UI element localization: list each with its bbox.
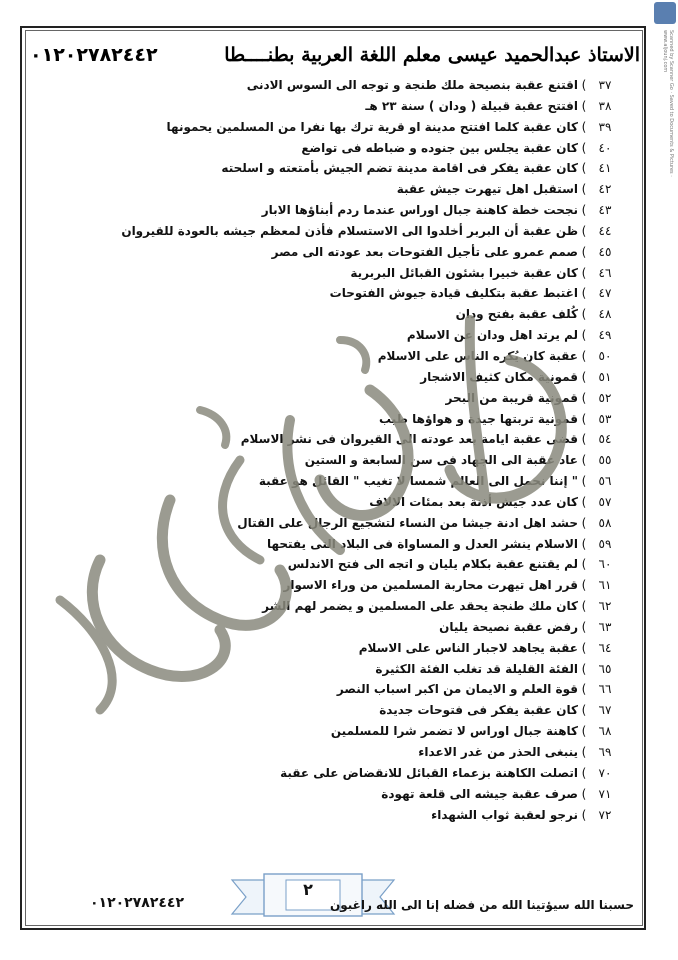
item-text: قمونية مكان كثيف الاشجار	[420, 369, 578, 384]
item-text: كان عقبة خبيرا بشئون القبائل البربرية	[350, 265, 578, 280]
item-paren: )	[581, 807, 587, 822]
item-text: كان ملك طنجة يحقد على المسلمين و يضمر لهم الشر	[262, 599, 578, 614]
item-paren: )	[581, 682, 587, 697]
item-number: ٤٨	[598, 307, 612, 322]
list-item	[60, 659, 620, 680]
list-item	[60, 367, 620, 388]
item-paren: )	[581, 765, 587, 780]
item-text: عقبة يجاهد لاجبار الناس على الاسلام	[358, 640, 578, 655]
list-item	[60, 263, 620, 284]
list-item	[60, 596, 620, 617]
page-number: ٢	[303, 880, 313, 899]
list-item	[60, 283, 620, 304]
list-item	[60, 742, 620, 763]
list-item	[60, 388, 620, 409]
teacher-title: الاستاذ عبدالحميد عيسى معلم اللغة العربية بطنــــطا	[224, 44, 640, 66]
item-number: ٥٦	[598, 474, 612, 489]
item-paren: )	[581, 286, 587, 301]
item-text: اغتبط عقبة بتكليف قيادة جيوش الفتوحات	[329, 286, 578, 301]
item-paren: )	[581, 390, 587, 405]
item-paren: )	[581, 724, 587, 739]
item-paren: )	[581, 223, 587, 238]
item-number: ٦٧	[598, 703, 612, 718]
item-paren: )	[581, 78, 587, 92]
item-number: ٦٤	[598, 640, 612, 655]
item-number: ٤٣	[598, 203, 612, 218]
item-text: عاد عقبة الى الجهاد فى سن السابعة و الستين	[304, 453, 578, 468]
footer-quote: حسبنا الله سيؤتينا الله من فضله إنا الى الله راغبون	[329, 898, 634, 912]
list-item	[60, 200, 620, 221]
item-paren: )	[581, 203, 587, 218]
item-text: كان عدد جيش أذنة بعد بمئات الالاف	[369, 494, 578, 509]
item-text: اقتنع عقبة بنصيحة ملك طنجة و توجه الى السوس الادنى	[246, 78, 578, 92]
list-item	[60, 763, 620, 784]
list-item	[60, 429, 620, 450]
item-text: كان عقبة يفكر فى اقامة مدينة تضم الجيش بأمتعته و اسلحته	[221, 161, 578, 176]
item-number: ٥٧	[598, 494, 612, 509]
item-text: قضى عقبة ايامة بعد عودته الى القيروان فى نشر الاسلام	[240, 432, 578, 447]
item-number: ٤٢	[598, 182, 612, 197]
item-number: ٤٦	[598, 265, 612, 280]
item-paren: )	[581, 745, 587, 759]
item-paren: )	[581, 515, 587, 530]
list-item	[60, 638, 620, 659]
item-paren: )	[581, 536, 587, 551]
item-number: ٤٠	[598, 140, 612, 155]
item-text: ظن عقبة أن البربر أخلدوا الى الاستسلام فأذن لمعظم جيشه بالعودة للقيروان	[121, 223, 578, 238]
item-paren: )	[581, 411, 587, 426]
item-paren: )	[581, 328, 587, 343]
item-paren: )	[581, 640, 587, 655]
item-paren: )	[581, 557, 587, 572]
item-text: استقبل اهل تيهرت جيش عقبة	[396, 182, 578, 197]
list-item	[60, 575, 620, 596]
item-number: ٥١	[598, 369, 612, 384]
list-item	[60, 554, 620, 575]
item-paren: )	[581, 703, 587, 718]
item-number: ٤١	[598, 161, 612, 176]
item-text: لم يقتنع عقبة بكلام يليان و اتجه الى فتح الاندلس	[287, 557, 578, 572]
item-number: ٦٩	[598, 745, 612, 759]
footer-phone-number: ٠١٢٠٢٧٨٢٤٤٢	[90, 895, 184, 911]
item-number: ٤٧	[598, 286, 612, 301]
scanner-side-text: Scanned by Scanner Go · Saved to Documents & Pictures · www.aljounj.com	[662, 30, 674, 177]
item-text: كان عقبة كلما افتتح مدينة او قرية ترك بها نفرا من المسلمين يحمونها	[166, 119, 578, 134]
item-text: صرف عقبة جيشه الى قلعة تهودة	[381, 786, 578, 801]
item-paren: )	[581, 578, 587, 593]
item-number: ٦٢	[598, 599, 612, 614]
list-item	[60, 784, 620, 805]
list-item	[60, 179, 620, 200]
item-paren: )	[581, 140, 587, 155]
list-item	[60, 96, 620, 117]
scanner-side-strip	[652, 0, 678, 960]
item-number: ٣٧	[598, 78, 612, 92]
list-item	[60, 221, 620, 242]
item-text: " إننا نحمل الى العالم شمسا لا تغيب " القائل هو عقبة	[258, 474, 578, 489]
item-paren: )	[581, 98, 587, 113]
item-paren: )	[581, 244, 587, 259]
list-item	[60, 304, 620, 325]
item-paren: )	[581, 661, 587, 676]
item-number: ٦٦	[598, 682, 612, 697]
item-text: لم يرتد اهل ودان عن الاسلام	[406, 328, 578, 343]
item-number: ٧٢	[598, 807, 612, 822]
item-number: ٤٤	[598, 223, 612, 238]
item-paren: )	[581, 432, 587, 447]
scanner-logo-icon	[654, 2, 676, 24]
item-paren: )	[581, 182, 587, 197]
item-number: ٣٨	[598, 98, 612, 113]
item-paren: )	[581, 119, 587, 134]
item-text: قوة العلم و الايمان من اكبر اسباب النصر	[336, 682, 578, 697]
list-item	[60, 534, 620, 555]
item-number: ٦٨	[598, 724, 612, 739]
item-text: افتتح عقبة قبيلة ( ودان ) سنة ٢٣ هـ	[365, 98, 578, 113]
item-number: ٤٩	[598, 328, 612, 343]
item-text: كان عقبة يفكر فى فتوحات جديدة	[379, 703, 578, 718]
item-paren: )	[581, 369, 587, 384]
item-number: ٦٠	[598, 557, 612, 572]
item-number: ٥٨	[598, 515, 612, 530]
list-item	[60, 617, 620, 638]
list-item	[60, 158, 620, 179]
item-text: نجحت خطة كاهنة جبال اوراس عندما ردم أبناؤها الابار	[261, 203, 578, 218]
item-number: ٧١	[598, 786, 612, 801]
item-text: اتصلت الكاهنة بزعماء القبائل للانقضاض على عقبة	[280, 765, 578, 780]
item-text: صمم عمرو على تأجيل الفتوحات بعد عودته الى مصر	[271, 244, 578, 259]
page-header	[30, 40, 640, 70]
list-item	[60, 450, 620, 471]
item-text: قرر اهل تيهرت محاربة المسلمين من وراء الاسوار	[283, 578, 578, 593]
list-item	[60, 242, 620, 263]
list-item	[60, 75, 620, 96]
item-text: الفئة القليلة قد تغلب الفئة الكثيرة	[375, 661, 578, 676]
list-item	[60, 513, 620, 534]
item-number: ٧٠	[598, 765, 612, 780]
header-phone-number: ٠١٢٠٢٧٨٢٤٤٢	[30, 44, 158, 66]
item-text: كُلف عقبة بفتح ودان	[455, 307, 578, 322]
list-item	[60, 117, 620, 138]
item-text: الاسلام ينشر العدل و المساواة فى البلاد التى يفتحها	[266, 536, 578, 551]
item-text: عقبة كان يُكره الناس على الاسلام	[377, 348, 578, 363]
item-paren: )	[581, 453, 587, 468]
list-item	[60, 346, 620, 367]
item-text: رفض عقبة نصيحة يليان	[439, 619, 578, 634]
item-number: ٥٠	[598, 348, 612, 363]
item-number: ٥٢	[598, 390, 612, 405]
statement-list	[60, 75, 620, 825]
item-text: كان عقبة يجلس بين جنوده و ضباطه فى تواضع	[301, 140, 578, 155]
item-paren: )	[581, 474, 587, 489]
item-paren: )	[581, 348, 587, 363]
item-number: ٦٣	[598, 619, 612, 634]
item-number: ٣٩	[598, 119, 612, 134]
item-paren: )	[581, 599, 587, 614]
list-item	[60, 721, 620, 742]
item-number: ٥٣	[598, 411, 612, 426]
item-paren: )	[581, 619, 587, 634]
item-paren: )	[581, 307, 587, 322]
item-text: ينبغى الحذر من غدر الاعداء	[418, 745, 578, 759]
item-text: قمونية قريبة من البحر	[445, 390, 578, 405]
list-item	[60, 700, 620, 721]
list-item	[60, 679, 620, 700]
list-item	[60, 409, 620, 430]
item-paren: )	[581, 265, 587, 280]
item-paren: )	[581, 494, 587, 509]
list-item	[60, 805, 620, 826]
item-number: ٥٤	[598, 432, 612, 447]
item-text: كاهنة جبال اوراس لا تضمر شرا للمسلمين	[330, 724, 578, 739]
item-number: ٦٥	[598, 661, 612, 676]
item-paren: )	[581, 161, 587, 176]
list-item	[60, 471, 620, 492]
item-number: ٥٥	[598, 453, 612, 468]
list-item	[60, 325, 620, 346]
list-item	[60, 492, 620, 513]
item-number: ٤٥	[598, 244, 612, 259]
item-text: قمونية تربتها جيدة و هواؤها طيب	[379, 411, 578, 426]
item-paren: )	[581, 786, 587, 801]
item-number: ٦١	[598, 578, 612, 593]
item-text: حشد اهل ادنة جيشا من النساء لتشجيع الرجال على القتال	[237, 515, 578, 530]
list-item	[60, 138, 620, 159]
item-text: نرجو لعقبة ثواب الشهداء	[431, 807, 578, 822]
item-number: ٥٩	[598, 536, 612, 551]
